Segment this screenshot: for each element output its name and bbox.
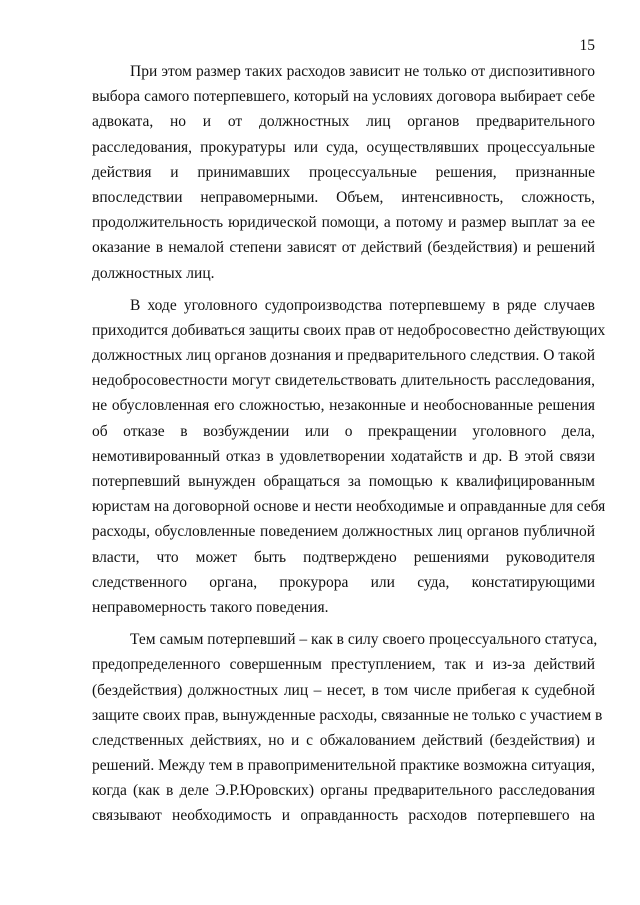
text-line: оказание в немалой степени зависят от действий (бездействия) и решений (92, 239, 595, 257)
text-line: не обусловленная его сложностью, незаконные и необоснованные решения (92, 397, 595, 415)
text-line: следственных действиях, но и с обжалованием действий (бездействия) и (92, 731, 595, 749)
text-line: власти, что может быть подтверждено решениями руководителя (92, 548, 595, 566)
text-line: неправомерность такого поведения. (92, 598, 329, 616)
text-line: адвоката, но и от должностных лиц органов предварительного (92, 113, 595, 131)
body-text (92, 59, 606, 829)
text-line: В ходе уголовного судопроизводства потерпевшему в ряде случаев (130, 296, 595, 314)
text-line: должностных лиц. (92, 264, 215, 282)
paragraph-spacer (92, 286, 595, 293)
page-number: 15 (579, 37, 595, 54)
text-line: следственного органа, прокурора или суда, констатирующими (92, 573, 595, 591)
text-line: продолжительность юридической помощи, а потому и размер выплат за ее (92, 214, 595, 232)
text-line: выбора самого потерпевшего, который на условиях договора выбирает себе (92, 88, 595, 106)
text-line: когда (как в деле Э.Р.Юровских) органы предварительного расследования (92, 782, 595, 800)
text-line: (бездействия) должностных лиц – несет, в том числе прибегая к судебной (92, 681, 595, 699)
text-line: немотивированный отказ в удовлетворении ходатайств и др. В этой связи (92, 447, 595, 465)
text-line: связывают необходимость и оправданность расходов потерпевшего на (92, 807, 595, 825)
text-line: расходы, обусловленные поведением должностных лиц органов публичной (92, 523, 595, 541)
text-line: потерпевший вынужден обращаться за помощью к квалифицированным (92, 473, 595, 490)
paragraph-2 (92, 293, 606, 620)
paragraph-3 (92, 627, 603, 829)
text-line: Тем самым потерпевший – как в силу своего процессуального статуса, (130, 631, 598, 649)
text-line: защите своих прав, вынужденные расходы, связанные не только с участием в (92, 706, 603, 724)
text-line: приходится добиваться защиты своих прав от недобросовестно действующих (92, 321, 606, 339)
paragraph-spacer (92, 620, 595, 627)
text-line: расследования, прокуратуры или суда, осуществлявших процессуальные (92, 138, 595, 156)
text-line: об отказе в возбуждении или о прекращении уголовного дела, (92, 422, 595, 440)
text-line: решений. Между тем в правоприменительной практике возможна ситуация, (92, 757, 595, 775)
text-line: недобросовестности могут свидетельствовать длительность расследования, (92, 372, 595, 390)
text-line: должностных лиц органов дознания и предварительного следствия. О такой (92, 347, 595, 365)
text-line: впоследствии неправомерными. Объем, интенсивность, сложность, (92, 188, 595, 206)
paragraph-1 (92, 59, 595, 286)
text-line: При этом размер таких расходов зависит не только от диспозитивного (130, 63, 595, 80)
text-line: действия и принимавших процессуальные решения, признанные (92, 163, 595, 181)
text-line: юристам на договорной основе и нести необходимые и оправданные для себя (92, 498, 606, 516)
text-line: предопределенного совершенным преступлением, так и из-за действий (92, 656, 595, 674)
